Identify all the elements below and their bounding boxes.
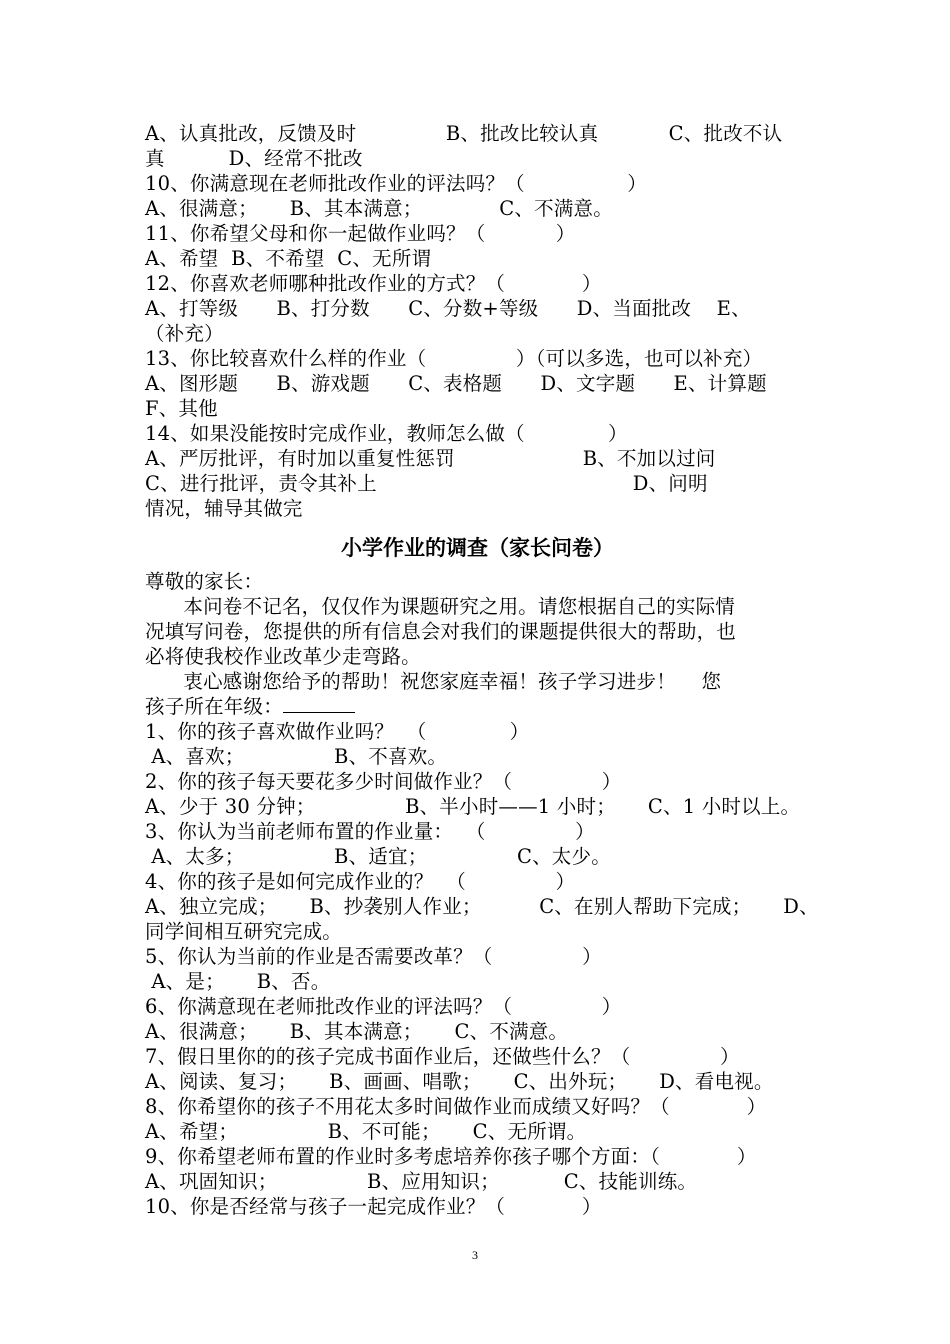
grade-line bbox=[145, 694, 810, 719]
question-line: A、巩固知识； B、应用知识； C、技能训练。 bbox=[145, 1170, 698, 1193]
intro-line: 况填写问卷，您提供的所有信息会对我们的课题提供很大的帮助，也 bbox=[145, 620, 737, 643]
intro-line: 衷心感谢您给予的帮助！祝您家庭幸福！孩子学习进步！ 您 bbox=[145, 670, 722, 693]
grade-blank bbox=[283, 694, 355, 713]
question-line: 同学间相互研究完成。 bbox=[145, 920, 343, 943]
question-line: A、独立完成； B、抄袭别人作业； C、在别人帮助下完成； D、 bbox=[145, 895, 819, 918]
page-number: 3 bbox=[472, 1248, 478, 1262]
question-line: 7、假日里你的的孩子完成书面作业后，还做些什么？（ ） bbox=[145, 1045, 740, 1068]
question-line: 4、你的孩子是如何完成作业的？ （ ） bbox=[145, 870, 576, 893]
text-line: （补充） bbox=[145, 322, 224, 345]
text-line: 10、你满意现在老师批改作业的评法吗？（ ） bbox=[145, 172, 647, 195]
intro-line: 本问卷不记名，仅仅作为课题研究之用。请您根据自己的实际情 bbox=[145, 595, 735, 618]
text-line: C、进行批评，责令其补上 D、问明 bbox=[145, 472, 708, 495]
question-line: 9、你希望老师布置的作业时多考虑培养你孩子哪个方面：（ ） bbox=[145, 1145, 757, 1168]
text-line: A、认真批改，反馈及时 B、批改比较认真 C、批改不认 bbox=[145, 122, 783, 145]
question-line: A、少于 30 分钟； B、半小时——1 小时； C、1 小时以上。 bbox=[145, 795, 801, 818]
text-line: 13、你比较喜欢什么样的作业（ ）（可以多选，也可以补充） bbox=[145, 347, 763, 370]
question-line: A、是； B、否。 bbox=[145, 970, 331, 993]
text-line: A、希望 B、不希望 C、无所谓 bbox=[145, 247, 432, 270]
parent-questions bbox=[145, 719, 819, 1219]
question-line: 1、你的孩子喜欢做作业吗？ （ ） bbox=[145, 720, 530, 743]
question-line: 10、你是否经常与孩子一起完成作业？（ ） bbox=[145, 1195, 602, 1218]
grade-label: 孩子所在年级： bbox=[145, 695, 283, 718]
text-line: A、图形题 B、游戏题 C、表格题 D、文字题 E、计算题 bbox=[145, 372, 767, 395]
text-line: A、严厉批评，有时加以重复性惩罚 B、不加以过问 bbox=[145, 447, 716, 470]
survey-title: 小学作业的调查（家长问卷） bbox=[341, 536, 614, 560]
text-line: 真 D、经常不批改 bbox=[145, 147, 363, 170]
question-line: 8、你希望你的孩子不用花太多时间做作业而成绩又好吗？（ ） bbox=[145, 1095, 767, 1118]
text-line: A、打等级 B、打分数 C、分数+等级 D、当面批改 E、 bbox=[145, 297, 751, 320]
page-content bbox=[145, 121, 819, 1219]
question-line: 3、你认为当前老师布置的作业量： （ ） bbox=[145, 820, 595, 843]
text-line: F、其他 bbox=[145, 397, 218, 420]
question-line: A、很满意； B、其本满意； C、不满意。 bbox=[145, 1020, 569, 1043]
text-line: A、很满意； B、其本满意； C、不满意。 bbox=[145, 197, 613, 220]
intro-line: 必将使我校作业改革少走弯路。 bbox=[145, 645, 421, 668]
intro-paragraph bbox=[145, 594, 810, 694]
text-line: 14、如果没能按时完成作业，教师怎么做（ ） bbox=[145, 422, 628, 445]
greeting: 尊敬的家长： bbox=[145, 570, 264, 593]
question-line: 2、你的孩子每天要花多少时间做作业？（ ） bbox=[145, 770, 622, 793]
text-line: 情况，辅导其做完 bbox=[145, 497, 303, 520]
question-line: A、希望； B、不可能； C、无所谓。 bbox=[145, 1120, 587, 1143]
question-line: 6、你满意现在老师批改作业的评法吗？（ ） bbox=[145, 995, 622, 1018]
question-line: A、喜欢； B、不喜欢。 bbox=[145, 745, 448, 768]
question-line: A、阅读、复习； B、画画、唱歌； C、出外玩； D、看电视。 bbox=[145, 1070, 774, 1093]
question-line: 5、你认为当前的作业是否需要改革？（ ） bbox=[145, 945, 602, 968]
text-line: 12、你喜欢老师哪种批改作业的方式？（ ） bbox=[145, 272, 602, 295]
question-line: A、太多； B、适宜； C、太少。 bbox=[145, 845, 611, 868]
student-questions-continued bbox=[145, 121, 810, 521]
text-line: 11、你希望父母和你一起做作业吗？（ ） bbox=[145, 222, 576, 245]
